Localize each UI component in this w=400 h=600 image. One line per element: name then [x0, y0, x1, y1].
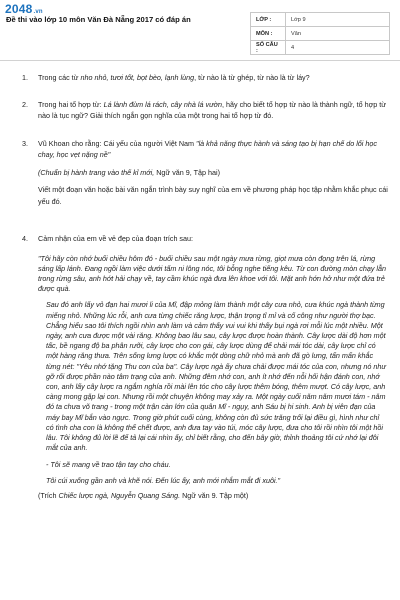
question-text: [38, 138, 388, 161]
question-text: [38, 72, 388, 84]
question-intro: Cảm nhận của em về vẻ đẹp của đoạn trích sau:: [38, 234, 194, 243]
question-text-pre: Trong hai tổ hợp từ:: [38, 99, 104, 109]
question-3: [22, 138, 390, 208]
question-phrases: Lá lành đùm lá rách, cây nhà lá vườn: [103, 99, 222, 109]
source-title: Chiếc lược ngà, Nguyễn Quang Sáng.: [58, 491, 181, 501]
exam-content: [0, 72, 400, 502]
site-logo[interactable]: [5, 2, 43, 16]
question-task: Viết một đoạn văn hoặc bài văn ngắn trình bày suy nghĩ của em về phương pháp học tập nhằm khắc phục cái yếu đó.: [38, 185, 388, 206]
source-suffix: Ngữ văn 9. Tập một): [180, 491, 249, 501]
info-row-subject: [251, 27, 390, 41]
question-4: [22, 233, 390, 502]
info-row-question-count: [251, 41, 390, 55]
excerpt-source: [38, 490, 388, 502]
excerpt-line-3: - Tôi sẽ mang về trao tận tay cho cháu.: [46, 460, 171, 470]
question-2: [22, 99, 390, 122]
header-divider: [0, 60, 400, 61]
question-1: [22, 72, 390, 84]
question-text-post: , từ nào là từ ghép, từ nào là từ láy?: [194, 73, 310, 82]
info-value: 4: [286, 41, 390, 55]
excerpt-paragraph-1: "Tôi hãy còn nhớ buổi chiều hôm đó - buổi chiều sau một ngày mưa rừng, giọt mưa còn đọng trên lá, rừng sáng lấp lánh. Đang ngồi làm việc dưới tấm ni lông nóc, tôi bỗng nghe tiếng kêu. Từ con đường mòn chạy lẫn trong rừng sâu, anh hớt hải chạy về, tay cầm khúc ngà đưa lên khoe với tôi. Mặt anh hớn hở như một đứa trẻ được quà.: [38, 253, 386, 294]
question-text-pre: Trong các từ: [38, 73, 81, 82]
source-title: (Chuẩn bị hành trang vào thế kỉ mới,: [38, 167, 155, 177]
excerpt-paragraph-2: Sau đó anh lấy vỏ đạn hai mươi li của Mĩ, đập mỏng làm thành một cây cưa nhỏ, cưa khúc ngà thành từng miếng nhỏ. Những lúc rỗi, anh cưa từng chiếc răng lược, thận trọng tỉ mỉ và cố công như người thợ bạc. Chẳng hiểu sao tôi thích ngồi nhìn anh làm và cảm thấy vui vui khi thấy bụi ngà rơi mỗi lúc một nhiều. Một ngày, anh cưa được một vài răng. Không bao lâu sau, cây lược được hoàn thành. Cây lược dài độ hơn một tấc, bề ngang độ ba phân rưỡi, cây lược cho con gái, cây lược dùng để chải mái tóc dài, cây lược chỉ có một hàng răng thưa. Trên sống lưng lược có khắc một dòng chữ nhỏ mà anh đã gò lưng, tẩn mẩn khắc từng nét: "Yêu nhớ tặng Thu con của ba". Cây lược ngà ấy chưa chải được mái tóc của con, nhưng nó như gỡ rối được phần nào tâm trạng của anh. Những đêm nhớ con, anh ít nhớ đến nỗi hối hận đánh con, nhớ con, anh lấy cây lược ra ngắm nghía rồi mài lên tóc cho cây lược thêm bóng, thêm mượt. Có cây lược, anh càng mong gặp lại con. Nhưng rồi một chuyện không may xảy ra. Một ngày cuối năm năm mươi tám - năm đó ta chưa võ trang - trong một trận càn lớn của quân Mĩ - ngụy, anh Sáu bị hi sinh. Anh bị viên đạn của máy bay Mĩ bắn vào ngực. Trong giờ phút cuối cùng, không còn đủ sức trăng trối lại điều gì, hình như chỉ có tình cha con là không thể chết được, anh đưa tay vào túi, móc cây lược, đưa cho tôi rồi nhìn tôi một hồi lâu. Tôi không đủ lời lẽ để tả lại cái nhìn ấy, chỉ biết rằng, cho đến bây giờ, thỉnh thoảng tôi cứ nhớ lại đôi mắt của anh.: [46, 300, 386, 453]
question-quote: "là khả năng thực hành và sáng tạo bị hạn chế do lối học chay, học vẹt nặng nề": [38, 138, 377, 159]
question-number: 4.: [22, 234, 28, 243]
logo-tld: .vn: [33, 9, 43, 15]
info-row-class: [251, 13, 390, 27]
question-text: [38, 99, 388, 122]
question-text-pre: Vũ Khoan cho rằng: Cái yếu của người Việt Nam: [38, 138, 197, 148]
page-header: [0, 0, 400, 62]
info-value: Lớp 9: [286, 13, 390, 27]
exam-info-table: [250, 12, 390, 55]
source-rest: Ngữ văn 9, Tập hai): [154, 167, 221, 177]
question-number: 1.: [22, 73, 28, 82]
source-prefix: (Trích: [38, 491, 59, 501]
info-label: SỐ CÂU :: [251, 41, 286, 55]
question-words: nho nhỏ, tươi tốt, bọt bèo, lạnh lùng: [80, 73, 195, 82]
info-value: Văn: [286, 27, 390, 41]
question-source: [38, 167, 388, 179]
exam-title: Đề thi vào lớp 10 môn Văn Đà Nẵng 2017 có đáp án: [6, 15, 191, 24]
excerpt-line-4: Tôi cúi xuống gần anh và khẽ nói. Đến lúc ấy, anh mới nhắm mắt đi xuôi.": [46, 475, 281, 485]
question-number: 3.: [22, 138, 28, 148]
info-label: MÔN :: [251, 27, 286, 41]
question-text-post: , hãy cho biết tổ hợp từ nào là thành ngữ, tổ hợp từ nào là tục ngữ? Giải thích ngắn gọn nghĩa của một trong hai tổ hợp từ đó.: [38, 99, 387, 120]
question-number: 2.: [22, 99, 28, 109]
info-label: LỚP :: [251, 13, 286, 27]
logo-name: 2048: [5, 2, 33, 16]
